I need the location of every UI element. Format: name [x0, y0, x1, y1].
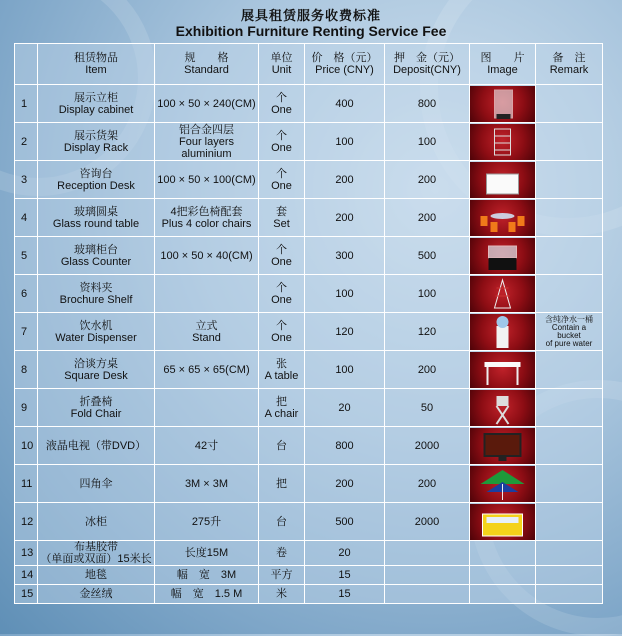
display-rack-image [470, 124, 535, 160]
table-row [15, 275, 603, 313]
header-standard [155, 44, 259, 85]
unit-cn: 台 [276, 439, 287, 452]
row-number: 9 [15, 389, 38, 427]
glass-counter-image [470, 238, 535, 274]
deposit-cell [385, 566, 470, 585]
item-name-cn: 玻璃柜台 [74, 243, 118, 256]
price-cell: 120 [305, 313, 385, 351]
unit-cn: 台 [276, 515, 287, 528]
unit-cn: 个 [276, 167, 287, 180]
unit-cn: 把 [276, 477, 287, 490]
remark-cell [536, 389, 603, 427]
price-cell: 100 [305, 123, 385, 161]
unit-en: A table [264, 369, 299, 382]
unit-en: One [271, 141, 292, 154]
standard-line: 幅 宽 3M [176, 569, 237, 581]
header-image-en: Image [487, 64, 518, 76]
umbrella-image [470, 466, 535, 502]
table-row [15, 465, 603, 503]
image-cell [470, 275, 536, 313]
unit-cn: 卷 [276, 547, 287, 559]
row-number: 1 [15, 85, 38, 123]
standard-line: 铝合金四层 [179, 123, 234, 136]
row-number: 13 [15, 541, 38, 566]
unit-en: One [271, 179, 292, 192]
remark-cell [536, 123, 603, 161]
header-image-cn: 图 片 [480, 52, 525, 64]
standard-line: 65 × 65 × 65(CM) [163, 363, 250, 376]
standard-cell [155, 313, 259, 351]
item-cell [38, 275, 155, 313]
standard-line: 立式 [195, 319, 218, 332]
standard-cell [155, 85, 259, 123]
unit-cn: 个 [276, 281, 287, 294]
remark-cell [536, 85, 603, 123]
standard-line: 4把彩色椅配套 [170, 205, 243, 218]
deposit-cell: 200 [385, 351, 470, 389]
item-name-en: Reception Desk [57, 179, 135, 192]
standard-line: 100 × 50 × 240(CM) [157, 97, 256, 110]
table-row [15, 237, 603, 275]
header-unit-cn: 单位 [270, 52, 293, 64]
item-cell [38, 465, 155, 503]
item-name-cn: 洽谈方桌 [74, 357, 118, 370]
table-row [15, 351, 603, 389]
unit-cell [259, 351, 305, 389]
deposit-cell [385, 585, 470, 604]
row-number: 12 [15, 503, 38, 541]
image-cell [470, 389, 536, 427]
item-name-en: Brochure Shelf [59, 293, 133, 306]
header-image [470, 44, 536, 85]
row-number: 3 [15, 161, 38, 199]
fold-chair-image [470, 390, 535, 426]
remark-text: 含纯净水一桶 Contain a bucket of pure water [545, 314, 593, 348]
unit-en: One [271, 103, 292, 116]
table-row [15, 313, 603, 351]
image-cell [470, 161, 536, 199]
row-number: 5 [15, 237, 38, 275]
deposit-cell: 500 [385, 237, 470, 275]
item-name-en: Square Desk [64, 369, 128, 382]
image-cell [470, 351, 536, 389]
unit-cn: 个 [276, 243, 287, 256]
item-name-en: Glass Counter [60, 255, 132, 268]
row-number: 14 [15, 566, 38, 585]
row-number: 11 [15, 465, 38, 503]
table-row [15, 541, 603, 566]
square-desk-image [470, 352, 535, 388]
standard-line: 长度15M [184, 547, 229, 559]
standard-line: 275升 [191, 515, 222, 528]
unit-cn: 平方 [270, 569, 293, 581]
page-title-cn: 展具租赁服务收费标准 [240, 8, 381, 23]
standard-cell [155, 585, 259, 604]
header-item [38, 44, 155, 85]
standard-cell [155, 237, 259, 275]
remark-cell [536, 503, 603, 541]
item-cell [38, 427, 155, 465]
header-standard-cn: 规 格 [184, 52, 229, 64]
standard-line: 100 × 50 × 100(CM) [157, 173, 256, 186]
image-cell [470, 541, 536, 566]
remark-cell [536, 313, 603, 351]
unit-cn: 张 [276, 357, 287, 370]
image-cell [470, 585, 536, 604]
unit-cn: 米 [276, 588, 287, 600]
unit-en: One [271, 255, 292, 268]
unit-cell [259, 313, 305, 351]
deposit-cell: 100 [385, 275, 470, 313]
row-number: 6 [15, 275, 38, 313]
unit-en: A chair [264, 407, 299, 420]
item-name-cn: 金丝绒 [79, 588, 113, 600]
unit-cell [259, 503, 305, 541]
item-name-en: Fold Chair [70, 407, 122, 420]
standard-cell [155, 389, 259, 427]
remark-cell [536, 237, 603, 275]
row-number: 2 [15, 123, 38, 161]
deposit-cell: 50 [385, 389, 470, 427]
table-row [15, 503, 603, 541]
item-name-cn: 四角伞 [79, 477, 113, 490]
header-deposit-en: Deposit(CNY) [393, 64, 461, 76]
header-remark-en: Remark [549, 64, 589, 76]
price-cell: 200 [305, 161, 385, 199]
image-cell [470, 465, 536, 503]
standard-cell [155, 161, 259, 199]
standard-line: Stand [192, 331, 221, 344]
unit-cell [259, 389, 305, 427]
item-cell [38, 123, 155, 161]
price-cell: 15 [305, 585, 385, 604]
price-cell: 500 [305, 503, 385, 541]
row-number: 4 [15, 199, 38, 237]
header-item-cn: 租赁物品 [74, 52, 118, 64]
price-cell: 400 [305, 85, 385, 123]
item-cell [38, 585, 155, 604]
unit-cell [259, 161, 305, 199]
price-cell: 100 [305, 351, 385, 389]
header-item-en: Item [85, 64, 107, 76]
price-cell: 100 [305, 275, 385, 313]
image-cell [470, 85, 536, 123]
row-number: 7 [15, 313, 38, 351]
water-dispenser-image [470, 314, 535, 350]
header-unit [259, 44, 305, 85]
standard-line: Four layers [178, 135, 235, 148]
header-remark [536, 44, 603, 85]
header-price-cn: 价 格（元） [311, 52, 378, 64]
table-row [15, 85, 603, 123]
row-number: 15 [15, 585, 38, 604]
unit-en: One [271, 293, 292, 306]
standard-cell [155, 465, 259, 503]
item-name-cn: 咨询台 [79, 167, 113, 180]
standard-cell [155, 566, 259, 585]
item-name-cn: 折叠椅 [79, 395, 113, 408]
table-row [15, 566, 603, 585]
unit-cell [259, 123, 305, 161]
standard-cell [155, 427, 259, 465]
image-cell [470, 503, 536, 541]
deposit-cell: 100 [385, 123, 470, 161]
header-unit-en: Unit [271, 64, 292, 76]
table-row [15, 199, 603, 237]
table-row [15, 123, 603, 161]
unit-cell [259, 585, 305, 604]
header-deposit [385, 44, 470, 85]
glass-round-table-image [470, 200, 535, 236]
unit-cell [259, 541, 305, 566]
item-name-cn: 展示立柜 [74, 91, 118, 104]
item-cell [38, 161, 155, 199]
image-cell [470, 123, 536, 161]
remark-cell [536, 199, 603, 237]
item-name-en: （单面或双面）15米长 [40, 553, 152, 565]
price-cell: 300 [305, 237, 385, 275]
standard-line: 42寸 [194, 439, 219, 452]
price-cell: 200 [305, 465, 385, 503]
remark-cell [536, 351, 603, 389]
item-cell [38, 313, 155, 351]
unit-cn: 把 [276, 395, 287, 408]
fee-table [14, 43, 603, 604]
item-name-en: Display Rack [63, 141, 129, 154]
item-name-en: Glass round table [52, 217, 140, 230]
image-cell [470, 237, 536, 275]
item-name-cn: 饮水机 [79, 319, 113, 332]
item-cell [38, 389, 155, 427]
standard-line: aluminium [181, 147, 232, 160]
header-price-en: Price (CNY) [315, 64, 374, 76]
image-cell [470, 313, 536, 351]
table-header-row [15, 44, 603, 85]
table-row [15, 585, 603, 604]
unit-cell [259, 465, 305, 503]
deposit-cell: 2000 [385, 503, 470, 541]
standard-line: 100 × 50 × 40(CM) [160, 249, 253, 262]
item-name-cn: 玻璃圆桌 [74, 205, 118, 218]
item-cell [38, 351, 155, 389]
header-deposit-cn: 押 金（元） [394, 52, 460, 64]
standard-cell [155, 275, 259, 313]
unit-cn: 个 [276, 319, 287, 332]
unit-en: One [271, 331, 292, 344]
deposit-cell [385, 541, 470, 566]
standard-line: 3M × 3M [184, 477, 229, 490]
item-name-cn: 冰柜 [85, 515, 107, 528]
standard-cell [155, 503, 259, 541]
deposit-cell: 2000 [385, 427, 470, 465]
unit-cell [259, 427, 305, 465]
brochure-shelf-image [470, 276, 535, 312]
item-name-en: Display cabinet [58, 103, 134, 116]
header-no [15, 44, 38, 85]
remark-cell [536, 541, 603, 566]
item-cell [38, 199, 155, 237]
row-number: 10 [15, 427, 38, 465]
item-name-cn: 展示货架 [74, 129, 118, 142]
unit-cell [259, 237, 305, 275]
standard-line: Plus 4 color chairs [161, 217, 252, 230]
display-cabinet-image [470, 86, 535, 122]
lcd-tv-image [470, 428, 535, 464]
table-row [15, 427, 603, 465]
item-cell [38, 85, 155, 123]
price-cell: 800 [305, 427, 385, 465]
item-cell [38, 541, 155, 566]
price-cell: 200 [305, 199, 385, 237]
item-name-cn: 地毯 [85, 569, 107, 581]
remark-cell [536, 275, 603, 313]
item-cell [38, 237, 155, 275]
deposit-cell: 200 [385, 199, 470, 237]
image-cell [470, 566, 536, 585]
table-row [15, 389, 603, 427]
page-header [0, 8, 622, 40]
standard-cell [155, 351, 259, 389]
table-row [15, 161, 603, 199]
price-cell: 15 [305, 566, 385, 585]
deposit-cell: 200 [385, 465, 470, 503]
header-standard-en: Standard [184, 64, 229, 76]
standard-line: 幅 宽 1.5 M [170, 588, 243, 600]
unit-en: Set [273, 217, 290, 230]
remark-cell [536, 427, 603, 465]
image-cell [470, 427, 536, 465]
price-cell: 20 [305, 541, 385, 566]
unit-cn: 套 [276, 205, 287, 218]
freezer-image [470, 504, 535, 540]
item-cell [38, 503, 155, 541]
unit-cn: 个 [276, 129, 287, 142]
remark-cell [536, 465, 603, 503]
unit-cell [259, 85, 305, 123]
item-name-cn: 资料夹 [79, 281, 113, 294]
reception-desk-image [470, 162, 535, 198]
row-number: 8 [15, 351, 38, 389]
unit-cell [259, 566, 305, 585]
deposit-cell: 120 [385, 313, 470, 351]
item-name-cn: 布基胶带 [74, 541, 118, 553]
remark-cell [536, 585, 603, 604]
unit-cell [259, 199, 305, 237]
standard-cell [155, 541, 259, 566]
header-remark-cn: 备 注 [552, 52, 586, 64]
remark-cell [536, 161, 603, 199]
unit-cn: 个 [276, 91, 287, 104]
remark-cell [536, 566, 603, 585]
unit-cell [259, 275, 305, 313]
header-price [305, 44, 385, 85]
deposit-cell: 200 [385, 161, 470, 199]
item-name-cn: 液晶电视（带DVD） [45, 439, 147, 452]
deposit-cell: 800 [385, 85, 470, 123]
price-cell: 20 [305, 389, 385, 427]
standard-cell [155, 123, 259, 161]
image-cell [470, 199, 536, 237]
standard-cell [155, 199, 259, 237]
item-cell [38, 566, 155, 585]
page-title-en: Exhibition Furniture Renting Service Fee [175, 23, 447, 39]
item-name-en: Water Dispenser [55, 331, 137, 344]
